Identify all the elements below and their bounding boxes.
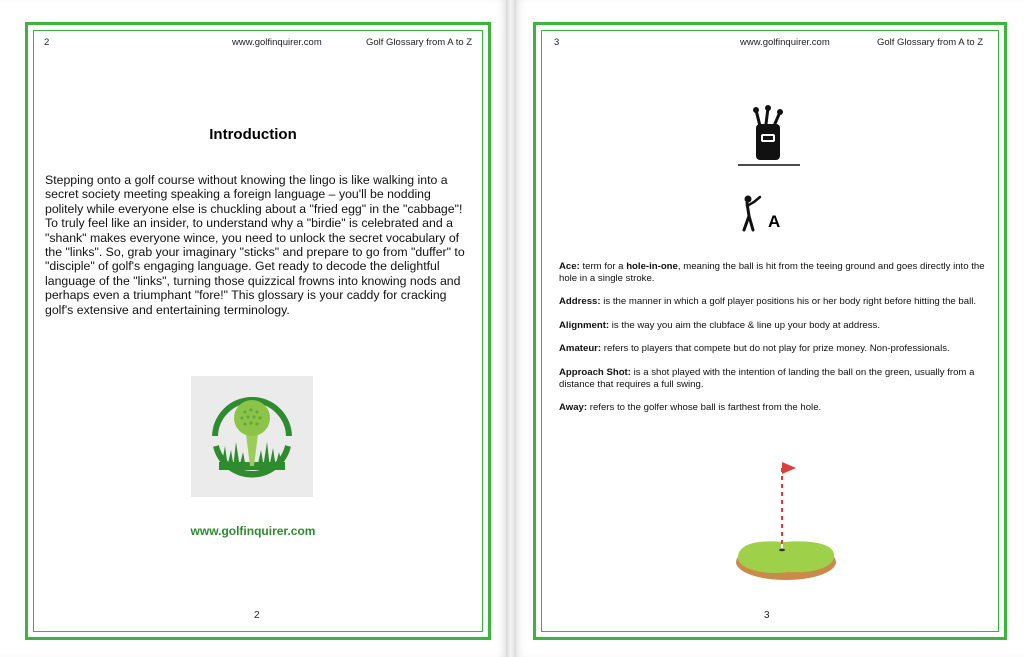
- entry-term: Ace:: [559, 261, 580, 272]
- golf-ball-tee-logo: [191, 376, 313, 497]
- header-site: www.golfinquirer.com: [232, 37, 322, 48]
- golf-green-flag-illustration: [732, 458, 838, 590]
- footer-page-number: 2: [254, 610, 260, 621]
- glossary-entry: [559, 367, 989, 390]
- entry-term: Approach Shot:: [559, 366, 631, 378]
- section-letter: A: [768, 212, 781, 231]
- header-site: www.golfinquirer.com: [740, 37, 830, 48]
- glossary-entry: [559, 296, 989, 308]
- left-page: [0, 0, 506, 657]
- entry-term: Address:: [559, 296, 601, 308]
- entry-text: is a shot played with the intention of landing the ball on the green, usually from a distance that requires a full swing.: [559, 366, 975, 390]
- entry-text: term for a: [579, 261, 627, 272]
- glossary-list: [559, 261, 989, 426]
- footer-page-number: 3: [764, 610, 770, 621]
- header-title: Golf Glossary from A to Z: [877, 37, 984, 48]
- glossary-entry: [559, 343, 989, 355]
- entry-term: Alignment:: [559, 319, 610, 331]
- right-page: [516, 0, 1024, 657]
- site-link[interactable]: www.golfinquirer.com: [190, 524, 316, 538]
- entry-term: Amateur:: [559, 343, 602, 355]
- page-border: [25, 22, 491, 640]
- header-page-number: 2: [44, 37, 50, 48]
- glossary-entry: [559, 320, 989, 332]
- entry-text: is the way you aim the clubface & line up your body at address.: [609, 319, 881, 331]
- entry-text: , meaning the ball is hit from the teeing ground and goes directly into the hole in a single stroke.: [559, 261, 985, 284]
- entry-text: refers to players that compete but do not play for prize money. Non-professionals.: [601, 343, 950, 355]
- intro-paragraph: Stepping onto a golf course without knowing the lingo is like walking into a secret society meeting speaking a foreign language – you'll be nodding politely while everyone else is chuckling about a "fried egg" in the "cabbage"! To truly feel like an insider, to understand why a "birdie" is celebrated and a "shank" makes everyone wince, you need to unlock the secret vocabulary of the "links". So, grab your imaginary "sticks" and prepare to go from "duffer" to "disciple" of golf's engaging language. Get ready to decode the delightful language of the "links", turning those quizzical frowns into knowing nods and perhaps even a triumphant "fore!" This glossary is your caddy for cracking golf's extensive and entertaining terminology.: [45, 173, 465, 317]
- book-gutter: [506, 0, 516, 657]
- golf-bag-icon: [738, 104, 800, 168]
- header-title: Golf Glossary from A to Z: [366, 37, 473, 48]
- entry-emphasis: hole-in-one: [626, 261, 678, 272]
- page-title: Introduction: [209, 126, 297, 143]
- entry-text: is the manner in which a golf player positions his or her body right before hitting the ball.: [600, 296, 977, 308]
- header-page-number: 3: [554, 37, 560, 48]
- entry-text: refers to the golfer whose ball is farthest from the hole.: [587, 402, 822, 414]
- glossary-entry: [559, 402, 989, 414]
- glossary-entry: [559, 261, 989, 284]
- golfer-icon: [738, 194, 764, 232]
- entry-term: Away:: [559, 402, 588, 414]
